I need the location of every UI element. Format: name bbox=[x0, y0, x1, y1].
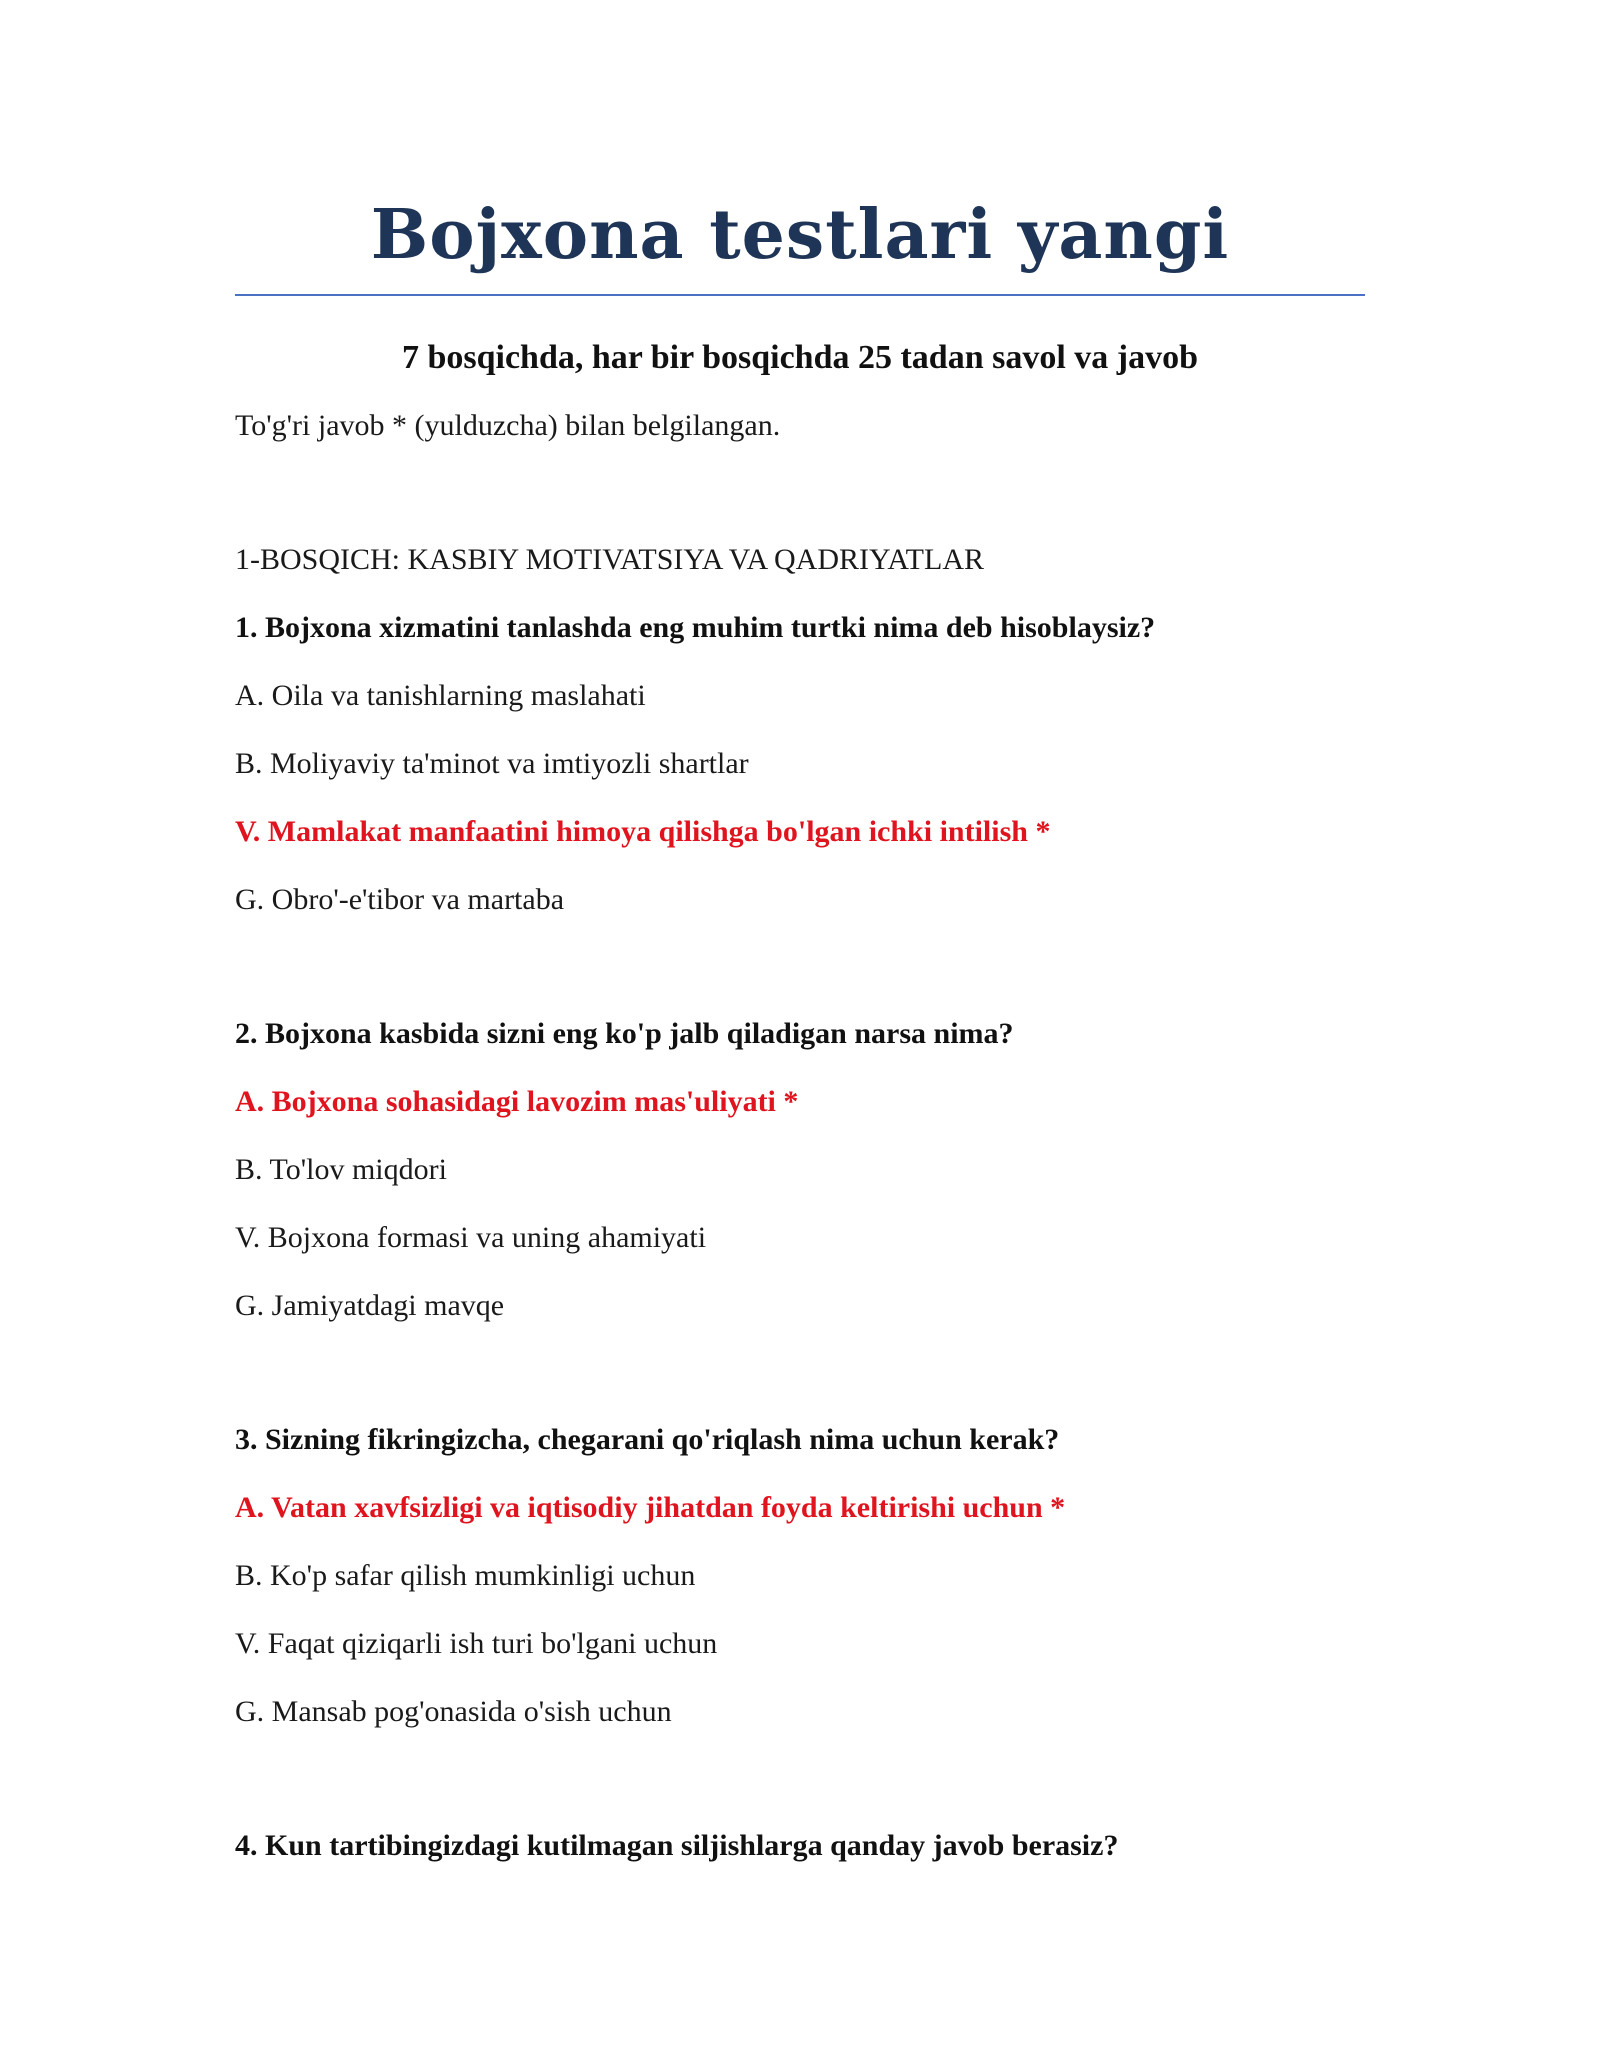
question-text: 4. Kun tartibingizdagi kutilmagan siljishlarga qanday javob berasiz? bbox=[235, 1829, 1119, 1862]
answer-option: V. Faqat qiziqarli ish turi bo'lgani uchun bbox=[235, 1627, 718, 1660]
document-subtitle: 7 bosqichda, har bir bosqichda 25 tadan savol va javob bbox=[401, 339, 1199, 376]
answer-option: B. Moliyaviy ta'minot va imtiyozli shartlar bbox=[235, 747, 749, 780]
answer-option: V. Bojxona formasi va uning ahamiyati bbox=[235, 1221, 707, 1254]
question-block bbox=[235, 1014, 1365, 1326]
question-block bbox=[235, 608, 1365, 920]
answer-option: G. Jamiyatdagi mavqe bbox=[235, 1289, 505, 1322]
answer-option: B. To'lov miqdori bbox=[235, 1153, 447, 1186]
document-title: Bojxona testlari yangi bbox=[370, 195, 1230, 275]
section-heading: 1-BOSQICH: KASBIY MOTIVATSIYA VA QADRIYATLAR bbox=[235, 543, 984, 576]
answer-option: B. Ko'p safar qilish mumkinligi uchun bbox=[235, 1559, 696, 1592]
question-block bbox=[235, 1420, 1365, 1732]
question-text: 2. Bojxona kasbida sizni eng ko'p jalb qiladigan narsa nima? bbox=[235, 1017, 1014, 1050]
question-block bbox=[235, 1826, 1365, 1866]
title-underline bbox=[235, 294, 1365, 296]
answer-option: G. Mansab pog'onasida o'sish uchun bbox=[235, 1695, 672, 1728]
question-text: 1. Bojxona xizmatini tanlashda eng muhim turtki nima deb hisoblaysiz? bbox=[235, 611, 1156, 644]
answer-option-correct: A. Vatan xavfsizligi va iqtisodiy jihatdan foyda keltirishi uchun * bbox=[235, 1491, 1066, 1524]
question-list bbox=[235, 608, 1365, 1866]
document-page bbox=[235, 190, 1365, 1866]
answer-option-correct: A. Bojxona sohasidagi lavozim mas'uliyati * bbox=[235, 1085, 799, 1118]
answer-option-correct: V. Mamlakat manfaatini himoya qilishga bo'lgan ichki intilish * bbox=[235, 815, 1051, 848]
answer-option: G. Obro'-e'tibor va martaba bbox=[235, 883, 565, 916]
question-text: 3. Sizning fikringizcha, chegarani qo'riqlash nima uchun kerak? bbox=[235, 1423, 1060, 1456]
intro-note: To'g'ri javob * (yulduzcha) bilan belgilangan. bbox=[235, 409, 781, 442]
answer-option: A. Oila va tanishlarning maslahati bbox=[235, 679, 646, 712]
